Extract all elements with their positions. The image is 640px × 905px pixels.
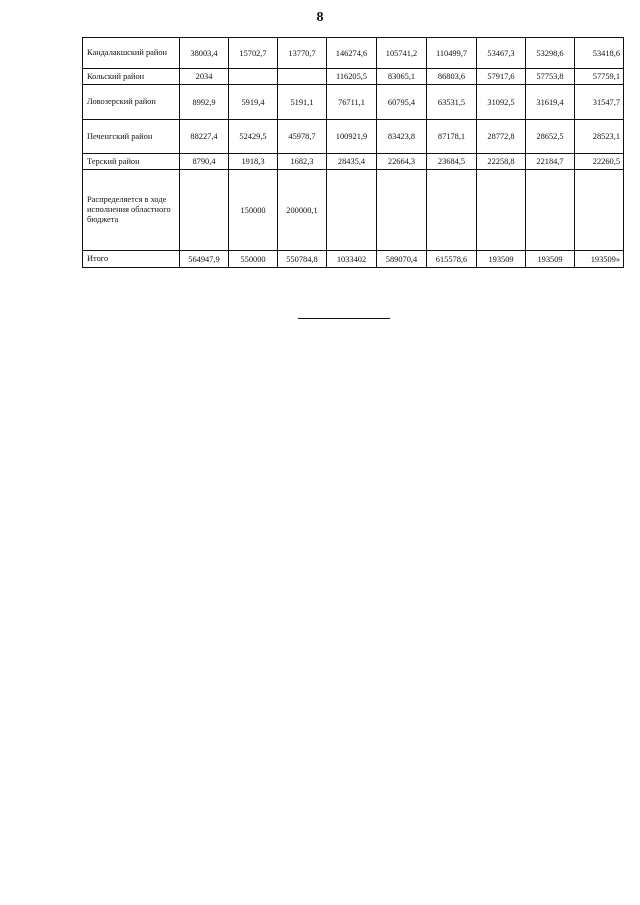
table-cell: 76711,1 xyxy=(327,85,377,120)
table-cell: 150000 xyxy=(229,170,278,251)
table-cell: 564947,9 xyxy=(180,251,229,268)
row-label: Печенгский район xyxy=(83,120,180,154)
budget-table xyxy=(82,37,624,268)
table-cell: 22260,5 xyxy=(575,154,624,170)
table-cell: 146274,6 xyxy=(327,38,377,69)
table-cell xyxy=(377,170,427,251)
table-body xyxy=(83,38,624,268)
table-cell: 200000,1 xyxy=(278,170,327,251)
table-cell xyxy=(477,170,526,251)
table-cell: 116205,5 xyxy=(327,69,377,85)
table-cell: 28435,4 xyxy=(327,154,377,170)
table-cell: 589070,4 xyxy=(377,251,427,268)
table-cell: 13770,7 xyxy=(278,38,327,69)
row-label: Ловозерский район xyxy=(83,85,180,120)
table-cell xyxy=(575,170,624,251)
table-cell xyxy=(526,170,575,251)
table-cell: 83423,8 xyxy=(377,120,427,154)
table-cell: 45978,7 xyxy=(278,120,327,154)
table-cell: 28652,5 xyxy=(526,120,575,154)
table-cell: 83065,1 xyxy=(377,69,427,85)
table-cell: 53467,3 xyxy=(477,38,526,69)
table-cell: 1918,3 xyxy=(229,154,278,170)
row-label: Кольский район xyxy=(83,69,180,85)
row-label: Терский район xyxy=(83,154,180,170)
table-cell: 8992,9 xyxy=(180,85,229,120)
table-cell: 8790,4 xyxy=(180,154,229,170)
table-cell: 28772,8 xyxy=(477,120,526,154)
table-cell: 615578,6 xyxy=(427,251,477,268)
table-cell: 193509» xyxy=(575,251,624,268)
table-cell: 53298,6 xyxy=(526,38,575,69)
page-number: 8 xyxy=(316,10,324,25)
table-row xyxy=(83,120,624,154)
table-row xyxy=(83,170,624,251)
table-row xyxy=(83,251,624,268)
table-cell xyxy=(278,69,327,85)
table-cell: 31547,7 xyxy=(575,85,624,120)
closing-rule xyxy=(298,318,390,319)
table-cell: 31092,5 xyxy=(477,85,526,120)
table-cell: 63531,5 xyxy=(427,85,477,120)
table-cell: 22258,8 xyxy=(477,154,526,170)
table-cell: 5919,4 xyxy=(229,85,278,120)
table-cell: 1033402 xyxy=(327,251,377,268)
table-row xyxy=(83,69,624,85)
table-cell: 5191,1 xyxy=(278,85,327,120)
table-cell: 22664,3 xyxy=(377,154,427,170)
table-cell: 193509 xyxy=(477,251,526,268)
table-cell: 550784,8 xyxy=(278,251,327,268)
table-row xyxy=(83,38,624,69)
table-cell xyxy=(180,170,229,251)
table-cell: 87178,1 xyxy=(427,120,477,154)
table-cell: 15702,7 xyxy=(229,38,278,69)
row-label: Кандалакшский район xyxy=(83,38,180,69)
table-cell xyxy=(327,170,377,251)
row-label: Итого xyxy=(83,251,180,268)
table-cell: 60795,4 xyxy=(377,85,427,120)
table-cell: 110499,7 xyxy=(427,38,477,69)
table-cell: 22184,7 xyxy=(526,154,575,170)
table-cell: 2034 xyxy=(180,69,229,85)
table-row xyxy=(83,154,624,170)
table-cell: 52429,5 xyxy=(229,120,278,154)
table-cell: 1682,3 xyxy=(278,154,327,170)
table-cell: 193509 xyxy=(526,251,575,268)
table-cell: 105741,2 xyxy=(377,38,427,69)
table-cell xyxy=(229,69,278,85)
table-cell: 23684,5 xyxy=(427,154,477,170)
table-cell: 57917,6 xyxy=(477,69,526,85)
row-label: Распределяется в ходе исполнения областного бюджета xyxy=(83,170,180,251)
table-cell: 28523,1 xyxy=(575,120,624,154)
table-cell: 86803,6 xyxy=(427,69,477,85)
table-cell: 57759,1 xyxy=(575,69,624,85)
table-cell: 57753,8 xyxy=(526,69,575,85)
table-row xyxy=(83,85,624,120)
table-cell: 100921,9 xyxy=(327,120,377,154)
table-cell xyxy=(427,170,477,251)
table-cell: 31619,4 xyxy=(526,85,575,120)
table-cell: 53418,6 xyxy=(575,38,624,69)
table-cell: 88227,4 xyxy=(180,120,229,154)
table-cell: 550000 xyxy=(229,251,278,268)
table-cell: 38003,4 xyxy=(180,38,229,69)
